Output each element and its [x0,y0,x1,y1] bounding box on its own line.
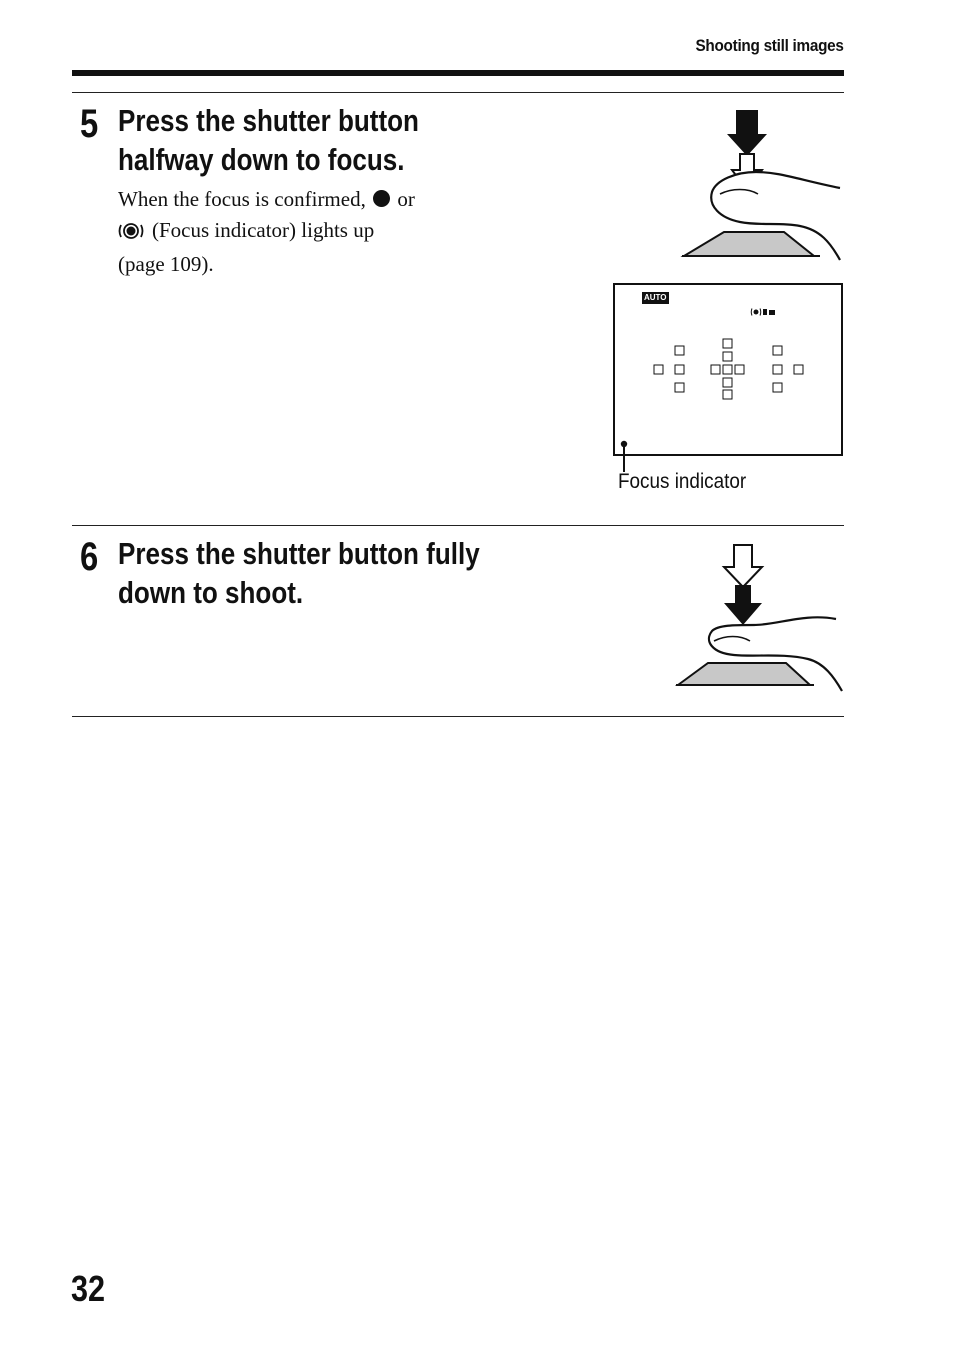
viewfinder-display [613,283,843,456]
step5-number: 5 [80,102,99,146]
step6-number: 6 [80,535,99,579]
af-point [735,365,744,374]
af-point [675,346,684,355]
af-point [773,365,782,374]
step5-body-part4: (page 109). [118,252,214,276]
step6-title [118,534,521,612]
af-point [654,365,663,374]
step5-title [118,101,521,179]
step5-top-rule [72,92,844,93]
solid-down-arrow-icon [727,110,767,156]
step5-title-line2: halfway down to focus. [118,142,405,177]
section-header-title: Shooting still images [695,36,844,55]
af-point [723,352,732,361]
focus-dot-icon [373,190,390,207]
auto-mode-badge: AUTO [644,293,667,302]
step5-body-part3: (Focus indicator) lights up [152,218,375,242]
half-press-illustration [680,110,850,270]
af-point [723,390,732,399]
step5-description [118,184,478,280]
shutter-button-base [684,232,814,256]
focus-indicator-callout [618,438,632,474]
step6-bottom-rule [72,716,844,717]
af-point [773,346,782,355]
af-point [723,339,732,348]
step5-body-part2: or [397,187,415,211]
af-point [723,378,732,387]
solid-down-arrow-icon [724,585,762,625]
shutter-button-base [678,663,810,685]
af-point [675,365,684,374]
af-point [794,365,803,374]
step6-title-line2: down to shoot. [118,575,304,610]
step6-top-rule [72,525,844,526]
af-point [723,365,732,374]
header-rule [72,70,844,76]
outline-down-arrow-icon [724,545,762,587]
af-point [773,383,782,392]
af-point [711,365,720,374]
step5-title-line1: Press the shutter button [118,103,419,138]
focus-indicator-caption: Focus indicator [618,470,747,493]
full-press-illustration [674,545,849,695]
step6-title-line1: Press the shutter button fully [118,536,480,571]
step5-body-part1: When the focus is confirmed, [118,187,366,211]
page-number: 32 [71,1268,106,1309]
af-point [675,383,684,392]
focus-ring-icon [118,218,144,249]
af-points-grid [615,285,841,454]
